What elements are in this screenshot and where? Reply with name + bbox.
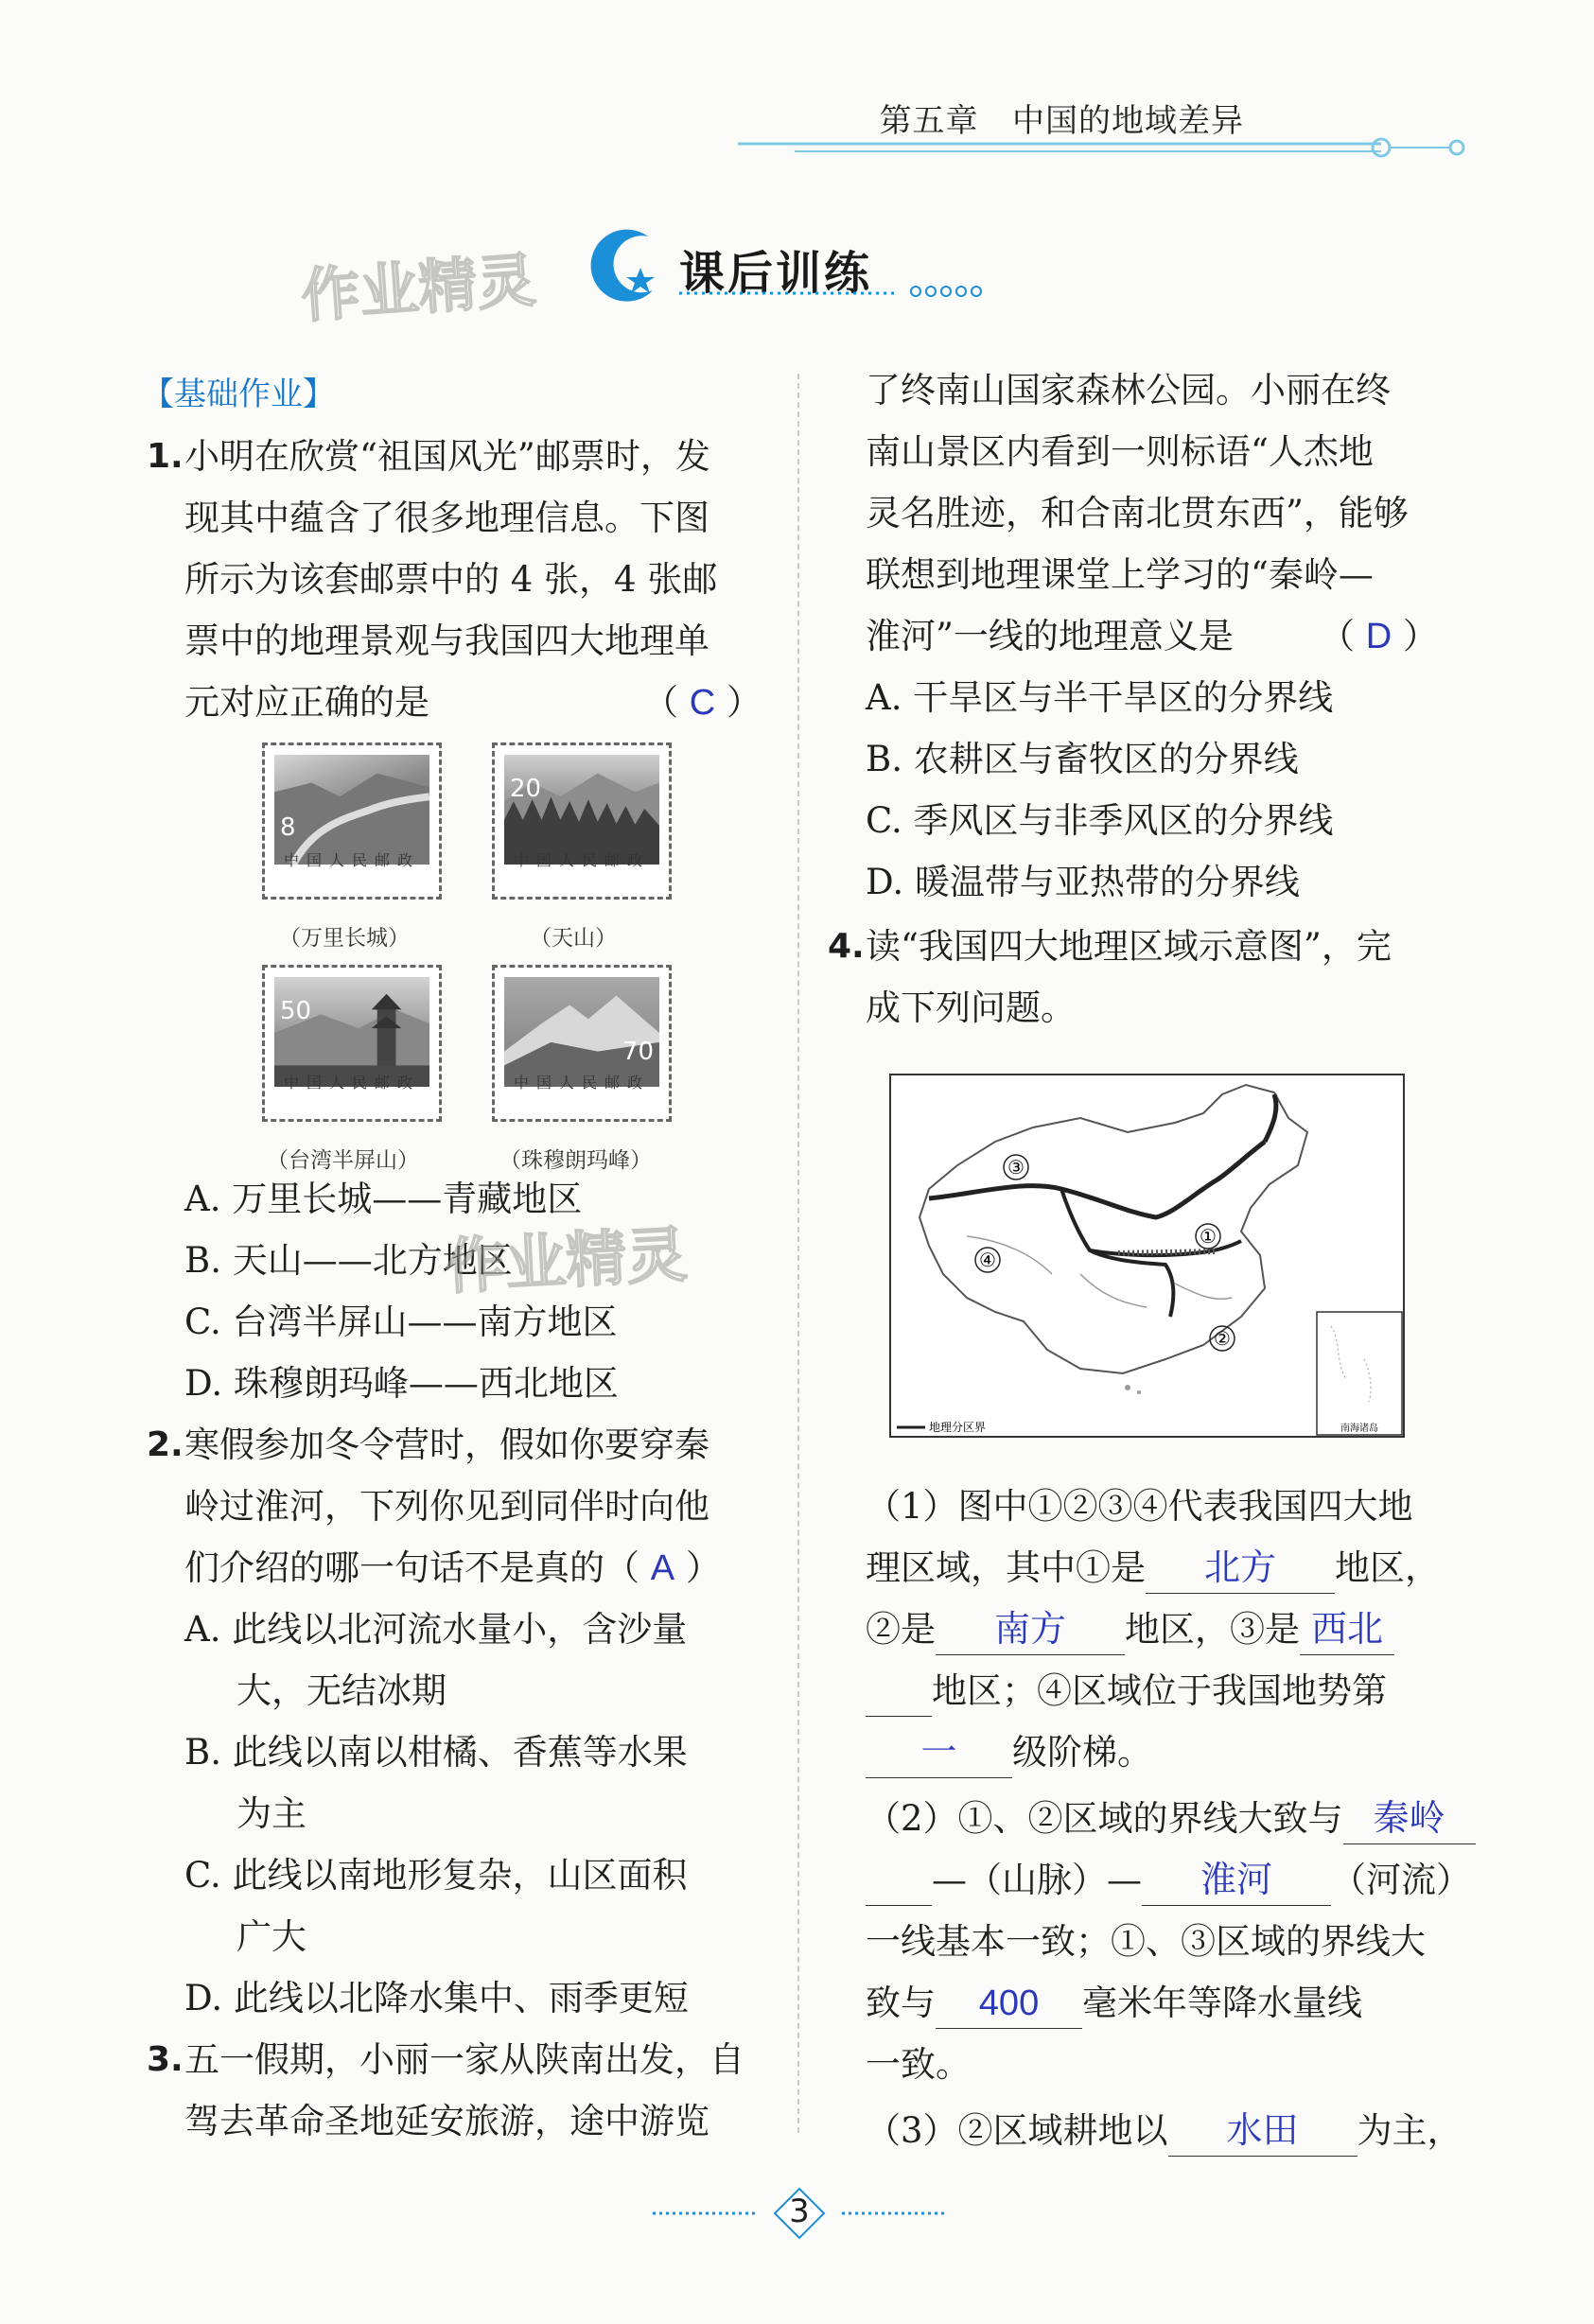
q4-p2-line <box>866 1849 1471 1911</box>
q4-p2-line: 一线基本一致；①、③区域的界线大 <box>866 1921 1426 1962</box>
q4-p1-text: 地区，③是 <box>1125 1609 1300 1650</box>
q1-line: 所示为该套邮票中的 4 张，4 张邮 <box>184 559 718 600</box>
q4-p2-line: 一致。 <box>866 2044 971 2085</box>
stamp-value: 50 <box>280 997 312 1025</box>
q4-p1-text: 理区域，其中①是 <box>866 1547 1146 1588</box>
south-sea-inset <box>1317 1312 1402 1435</box>
q4-p1-answer-3[interactable]: 西北 <box>1300 1605 1394 1655</box>
stamp-caption: （台湾半屏山） <box>267 1148 419 1173</box>
q4-p2-answer-3[interactable]: 400 <box>936 1979 1082 2029</box>
region-2-text: ② <box>1214 1327 1231 1350</box>
region-3-text: ③ <box>1007 1156 1025 1179</box>
section-title-dots <box>679 284 991 303</box>
q1-option: C. 台湾半屏山——南方地区 <box>184 1302 618 1342</box>
q3-answer-bracket: （ D ） <box>1320 616 1438 656</box>
stamp-caption: （万里长城） <box>279 926 410 951</box>
q1-line: 元对应正确的是 <box>184 682 429 723</box>
section-tag: 【基础作业】 <box>142 376 335 413</box>
q3-line: 驾去革命圣地延安旅游，途中游览 <box>184 2101 709 2141</box>
q3-answer: D <box>1365 617 1393 656</box>
q4-p2-text: —（山脉）— <box>932 1860 1142 1900</box>
q4-p3-line <box>866 2100 1463 2161</box>
q1-line: 小明在欣赏“祖国风光”邮票时，发 <box>184 436 710 477</box>
region-label-2 <box>1210 1326 1235 1351</box>
stamp-value: 8 <box>280 813 296 842</box>
page-number: 3 <box>789 2193 810 2230</box>
q3-line: 南山景区内看到一则标语“人杰地 <box>866 431 1374 472</box>
q1-option: B. 天山——北方地区 <box>184 1240 513 1281</box>
q3-line: 灵名胜迹，和合南北贯东西”，能够 <box>866 493 1409 533</box>
q1-number: 1. <box>147 437 184 476</box>
watermark-middle: 作业精灵 <box>443 1220 690 1303</box>
q4-p3-answer-1[interactable]: 水田 <box>1168 2106 1358 2157</box>
stamp-country: 中国人民邮政 <box>283 851 420 869</box>
q4-line: 读“我国四大地理区域示意图”，完 <box>866 926 1392 967</box>
inset-label: 南海诸岛 <box>1340 1424 1378 1434</box>
q2-option: C. 此线以南地形复杂，山区面积 <box>184 1855 688 1896</box>
q4-p1-answer-2[interactable]: 南方 <box>936 1605 1125 1655</box>
q3-option: D. 暖温带与亚热带的分界线 <box>866 862 1300 902</box>
q3-option: B. 农耕区与畜牧区的分界线 <box>866 739 1299 779</box>
header-decor-line <box>738 132 1476 161</box>
q4-p1-text: 地区， <box>1335 1547 1440 1588</box>
q4-p2-text: 毫米年等降水量线 <box>1082 1983 1362 2023</box>
q1-option: A. 万里长城——青藏地区 <box>184 1179 583 1219</box>
stamp-caption: （天山） <box>530 926 617 951</box>
chapter-title: 中国的地域差异 <box>1012 102 1244 140</box>
region-label-4 <box>975 1248 1000 1272</box>
legend-label: 地理分区界 <box>929 1421 987 1434</box>
q1-line: 现其中蕴含了很多地理信息。下图 <box>184 498 709 538</box>
q4-p1-text: 级阶梯。 <box>1012 1732 1152 1773</box>
q3-line: 淮河”一线的地理意义是 <box>866 616 1234 656</box>
q3-line: 联想到地理课堂上学习的“秦岭— <box>866 554 1374 595</box>
q1-option: D. 珠穆朗玛峰——西北地区 <box>184 1363 619 1404</box>
q1-answer-bracket: （ C ） <box>643 682 762 723</box>
q4-p2-text: （2）①、②区域的界线大致与 <box>866 1798 1343 1839</box>
q2-line: 们介绍的哪一句话不是真的（ A ） <box>184 1547 721 1588</box>
q2-line: 寒假参加冬令营时，假如你要穿秦 <box>184 1424 709 1465</box>
q2-number: 2. <box>147 1425 184 1464</box>
q3-number: 3. <box>147 2040 184 2079</box>
q2-line: 岭过淮河，下列你见到同伴时向他 <box>184 1486 709 1527</box>
q4-p1-line <box>866 1537 1440 1599</box>
q4-p2-text: （河流） <box>1331 1860 1471 1900</box>
q4-p2-text: 致与 <box>866 1983 936 2023</box>
q3-line: 五一假期，小丽一家从陕南出发，自 <box>184 2039 744 2080</box>
q2-option-cont: 广大 <box>236 1916 307 1957</box>
stamp-tianshan <box>492 743 672 900</box>
q4-p1-answer-4[interactable]: 一 <box>866 1728 1012 1778</box>
q4-line: 成下列问题。 <box>866 987 1076 1028</box>
section-title: 课后训练 <box>679 247 873 300</box>
stamp-country: 中国人民邮政 <box>283 1074 420 1092</box>
q2-option: B. 此线以南以柑橘、香蕉等水果 <box>184 1732 688 1773</box>
q4-p1-line: （1）图中①②③④代表我国四大地 <box>866 1486 1413 1527</box>
region-1-text: ① <box>1200 1225 1217 1248</box>
map-graphic <box>891 1075 1403 1436</box>
section-icon <box>582 222 672 307</box>
stamp-value: 20 <box>510 775 542 803</box>
stamp-great-wall <box>262 743 442 900</box>
q3-line: 了终南山国家森林公园。小丽在终 <box>866 370 1391 411</box>
china-region-map <box>889 1074 1405 1438</box>
column-divider <box>797 374 799 2133</box>
q1-answer: C <box>689 683 716 723</box>
q4-p2-answer-1[interactable]: 秦岭 <box>1343 1794 1476 1844</box>
q2-option: A. 此线以北河流水量小，含沙量 <box>184 1609 688 1650</box>
stamp-everest <box>492 965 672 1122</box>
q3-option: C. 季风区与非季风区的分界线 <box>866 800 1334 841</box>
q4-p1-text: 地区；④区域位于我国地势第 <box>932 1670 1387 1711</box>
region-label-3 <box>1004 1155 1028 1179</box>
q2-option-cont: 大，无结冰期 <box>236 1670 447 1711</box>
stamp-banpingshan <box>262 965 442 1122</box>
q4-p2-line <box>866 1972 1362 2034</box>
region-label-1 <box>1196 1224 1220 1249</box>
q1-line: 票中的地理景观与我国四大地理单 <box>184 620 709 661</box>
q4-p3-text: 为主， <box>1357 2110 1463 2151</box>
q2-line-text: 们介绍的哪一句话不是真的（ <box>184 1547 639 1588</box>
region-4-text: ④ <box>979 1249 996 1271</box>
q4-p3-text: （3）②区域耕地以 <box>866 2110 1168 2151</box>
q4-p2-line <box>866 1788 1476 1849</box>
q2-option-cont: 为主 <box>236 1793 307 1834</box>
stamp-caption: （珠穆朗玛峰） <box>499 1148 652 1173</box>
q3-option: A. 干旱区与半干旱区的分界线 <box>866 677 1334 718</box>
q2-answer: A <box>650 1548 675 1588</box>
q2-option: D. 此线以北降水集中、雨季更短 <box>184 1978 689 2018</box>
watermark-top: 作业精灵 <box>299 245 538 331</box>
q4-number: 4. <box>828 927 865 966</box>
q4-p1-line <box>866 1721 1152 1783</box>
stamp-value: 70 <box>622 1038 654 1066</box>
chapter-number: 第五章 <box>879 102 979 140</box>
q4-p1-line <box>866 1660 1387 1721</box>
stamp-country: 中国人民邮政 <box>513 851 650 869</box>
q4-p1-line <box>866 1599 1394 1660</box>
q4-p1-answer-1[interactable]: 北方 <box>1146 1544 1335 1594</box>
q4-p1-text: ②是 <box>866 1609 936 1650</box>
stamp-country: 中国人民邮政 <box>513 1074 650 1092</box>
q4-p2-answer-2[interactable]: 淮河 <box>1142 1856 1331 1906</box>
